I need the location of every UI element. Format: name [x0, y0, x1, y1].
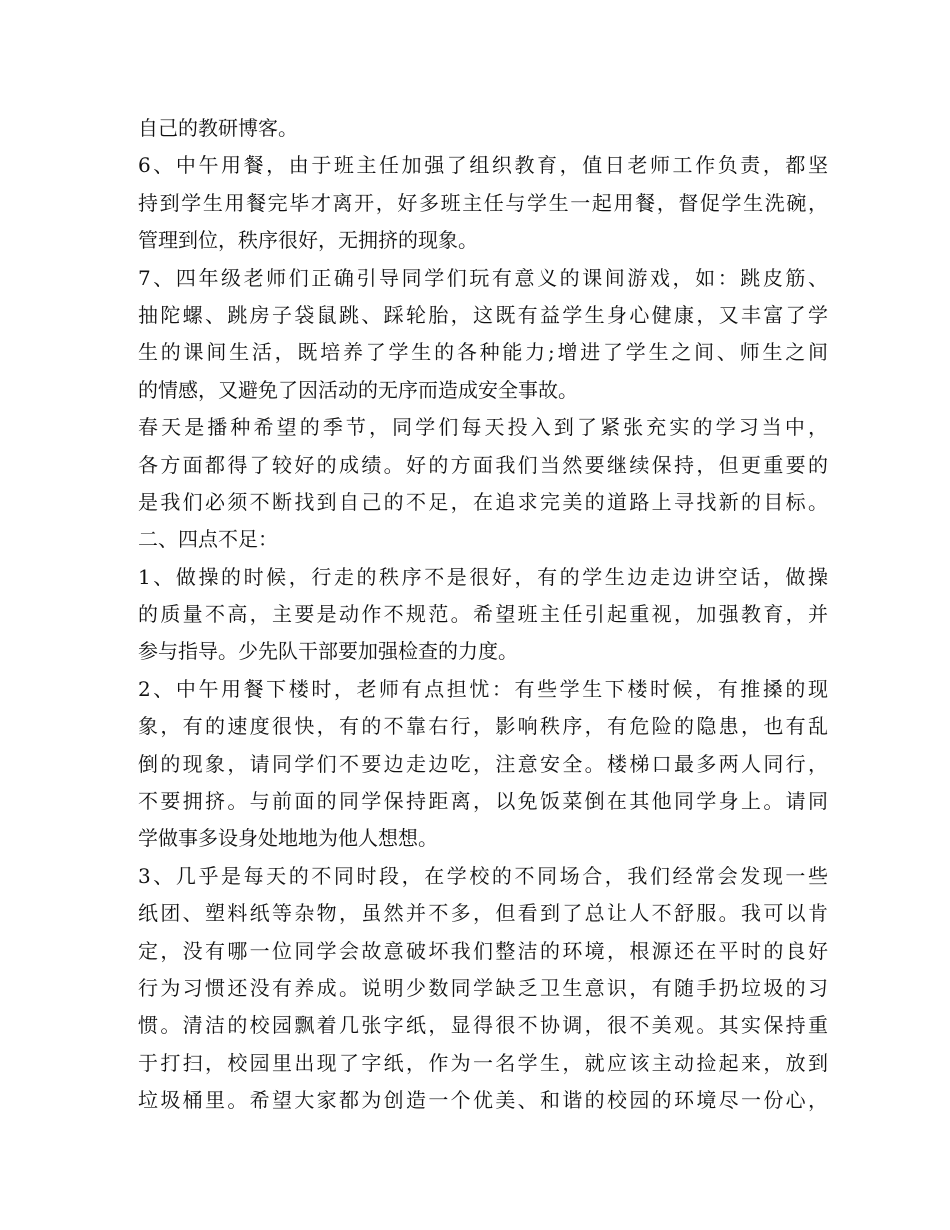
text-line: 二、四点不足：	[138, 527, 278, 552]
text-line: 生的课间生活，既培养了学生的各种能力;增进了学生之间、师生之间	[138, 340, 828, 365]
text-line: 管理到位，秩序很好，无拥挤的现象。	[138, 228, 478, 253]
text-line: 倒的现象，请同学们不要边走边吃，注意安全。楼梯口最多两人同行，	[138, 751, 828, 776]
text-line: 抽陀螺、跳房子袋鼠跳、踩轮胎，这既有益学生身心健康，又丰富了学	[138, 302, 828, 327]
text-line: 惯。清洁的校园飘着几张字纸，显得很不协调，很不美观。其实保持重	[138, 1013, 828, 1038]
text-line: 自己的教研博客。	[138, 116, 298, 140]
text-line: 学做事多设身处地地为他人想想。	[138, 826, 438, 851]
text-line: 春天是播种希望的季节，同学们每天投入到了紧张充实的学习当中，	[138, 415, 828, 440]
text-line: 象，有的速度很快，有的不靠右行，影响秩序，有危险的隐患，也有乱	[138, 714, 828, 739]
text-line: 3、几乎是每天的不同时段，在学校的不同场合，我们经常会发现一些	[138, 863, 828, 888]
text-line: 6、中午用餐，由于班主任加强了组织教育，值日老师工作负责，都坚	[138, 153, 828, 178]
text-line: 1、做操的时候，行走的秩序不是很好，有的学生边走边讲空话，做操	[138, 564, 828, 589]
text-line: 的情感，又避免了因活动的无序而造成安全事故。	[138, 377, 578, 402]
text-line: 持到学生用餐完毕才离开，好多班主任与学生一起用餐，督促学生洗碗，	[138, 190, 828, 215]
document-body	[138, 110, 828, 1120]
text-line: 垃圾桶里。希望大家都为创造一个优美、和谐的校园的环境尽一份心，	[138, 1088, 828, 1113]
text-line: 不要拥挤。与前面的同学保持距离，以免饭菜倒在其他同学身上。请同	[138, 789, 828, 814]
text-line: 各方面都得了较好的成绩。好的方面我们当然要继续保持，但更重要的	[138, 452, 828, 477]
text-line: 于打扫，校园里出现了字纸，作为一名学生，就应该主动捡起来，放到	[138, 1050, 828, 1075]
text-line: 行为习惯还没有养成。说明少数同学缺乏卫生意识，有随手扔垃圾的习	[138, 975, 828, 1000]
text-line: 参与指导。少先队干部要加强检查的力度。	[138, 639, 518, 664]
text-line: 定，没有哪一位同学会故意破坏我们整洁的环境，根源还在平时的良好	[138, 938, 828, 963]
text-line: 2、中午用餐下楼时，老师有点担忧：有些学生下楼时候，有推搡的现	[138, 676, 828, 701]
text-line: 的质量不高，主要是动作不规范。希望班主任引起重视，加强教育，并	[138, 602, 828, 627]
text-line: 纸团、塑料纸等杂物，虽然并不多，但看到了总让人不舒服。我可以肯	[138, 901, 828, 926]
text-line: 7、四年级老师们正确引导同学们玩有意义的课间游戏，如：跳皮筋、	[138, 265, 828, 290]
text-line: 是我们必须不断找到自己的不足，在追求完美的道路上寻找新的目标。	[138, 489, 828, 514]
